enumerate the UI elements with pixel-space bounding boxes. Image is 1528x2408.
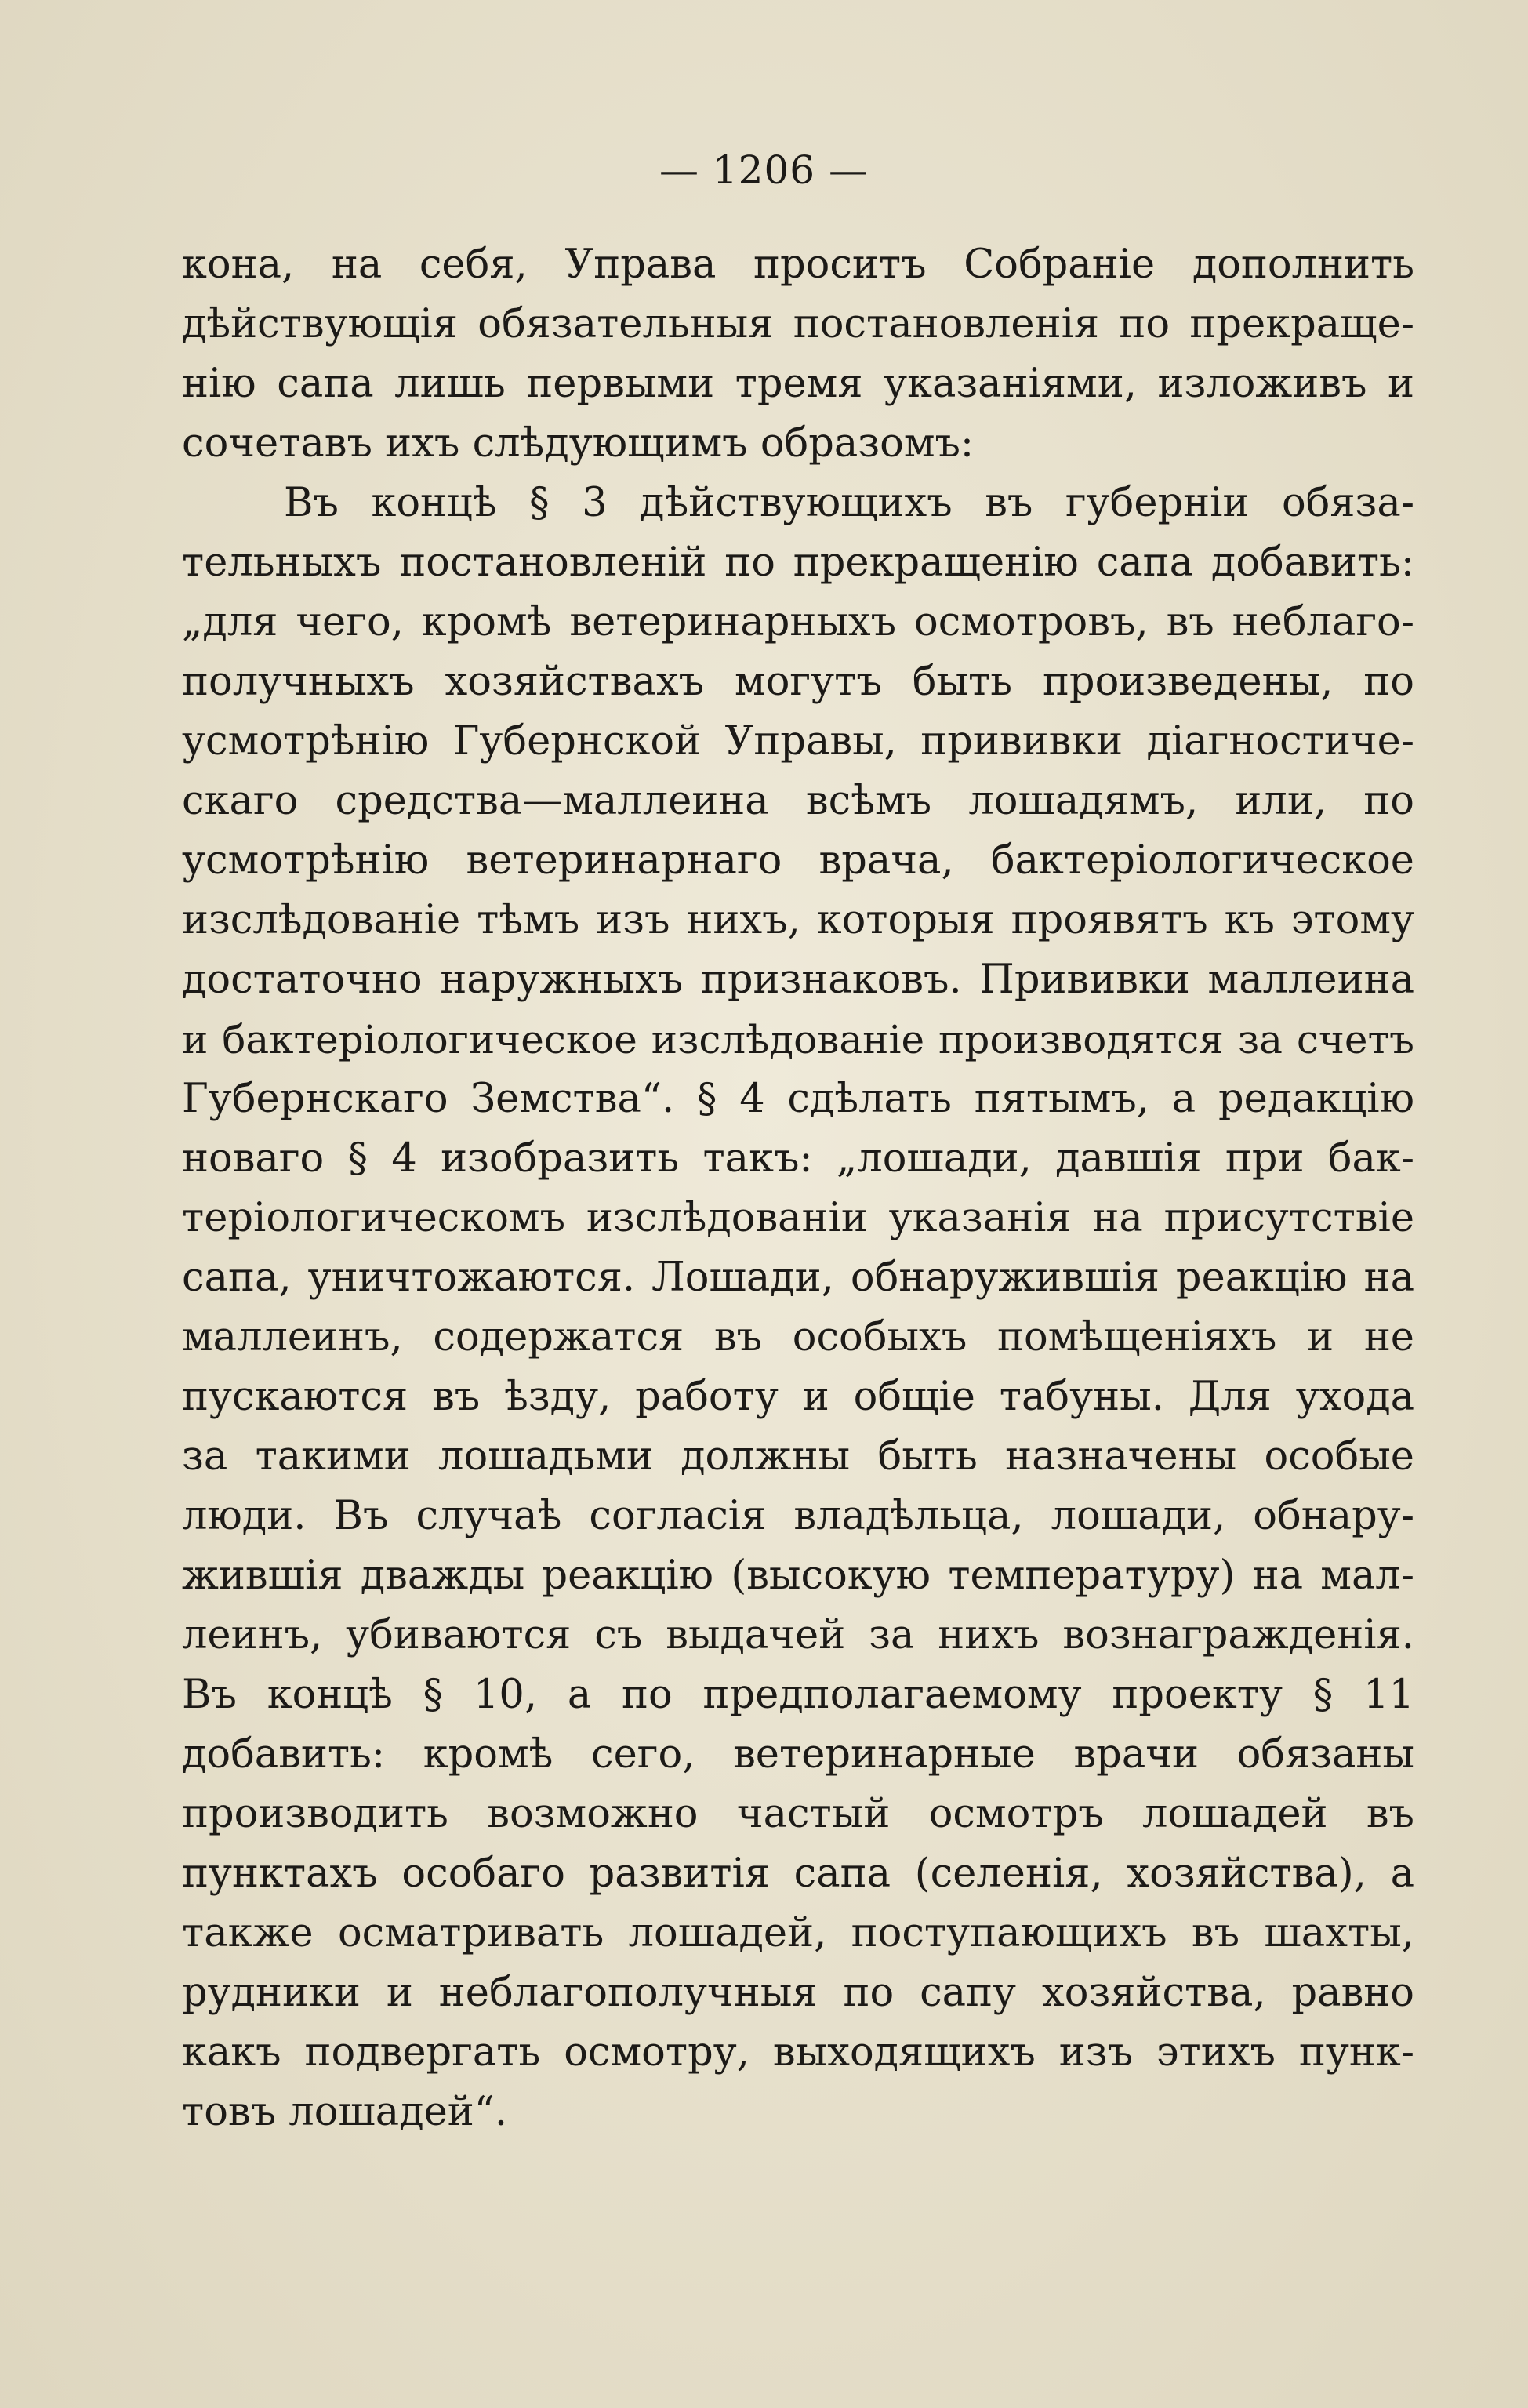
text-line: новаго § 4 изобразить такъ: „лошади, давшія при бак-: [182, 1135, 1414, 1182]
text-line: скаго средства—маллеина всѣмъ лошадямъ, или, по: [182, 778, 1414, 824]
text-line: Губернскаго Земства“. § 4 сдѣлать пятымъ, а редакцію: [182, 1076, 1414, 1122]
text-line: получныхъ хозяйствахъ могутъ быть произведены, по: [182, 659, 1414, 705]
text-line: и бактеріологическое изслѣдованіе производятся за счетъ: [182, 1017, 1414, 1062]
text-line: „для чего, кромѣ ветеринарныхъ осмотровъ, въ неблаго-: [182, 599, 1414, 645]
text-line: усмотрѣнію Губернской Управы, прививки діагностиче-: [182, 718, 1414, 765]
text-line: пунктахъ особаго развитія сапа (селенія, хозяйства), а: [182, 1850, 1414, 1897]
text-line: дѣйствующія обязательныя постановленія по прекраще-: [182, 301, 1414, 347]
text-line: добавить: кромѣ сего, ветеринарные врачи обязаны: [182, 1731, 1414, 1778]
text-line: рудники и неблагополучныя по сапу хозяйства, равно: [182, 1970, 1414, 2016]
body-text: [182, 235, 1414, 2142]
text-line: какъ подвергать осмотру, выходящихъ изъ этихъ пунк-: [182, 2029, 1414, 2076]
text-line: пускаются въ ѣзду, работу и общіе табуны. Для ухода: [182, 1374, 1414, 1420]
text-line: также осматривать лошадей, поступающихъ въ шахты,: [182, 1910, 1414, 1956]
text-line: сочетавъ ихъ слѣдующимъ образомъ:: [182, 420, 975, 467]
text-line: маллеинъ, содержатся въ особыхъ помѣщеніяхъ и не: [182, 1314, 1414, 1360]
text-line: Въ концѣ § 3 дѣйствующихъ въ губерніи обяза-: [284, 480, 1414, 526]
text-line: тельныхъ постановленій по прекращенію сапа добавить:: [182, 539, 1414, 586]
text-line: сапа, уничтожаются. Лошади, обнаружившія реакцію на: [182, 1255, 1414, 1301]
text-line: усмотрѣнію ветеринарнаго врача, бактеріологическое: [182, 837, 1414, 884]
text-line: товъ лошадей“.: [182, 2089, 508, 2135]
text-line: жившія дважды реакцію (высокую температуру) на мал-: [182, 1553, 1414, 1599]
text-line: леинъ, убиваются съ выдачей за нихъ вознагражденія.: [182, 1612, 1414, 1658]
text-line: за такими лошадьми должны быть назначены особые: [182, 1433, 1414, 1480]
text-line: производить возможно частый осмотръ лошадей въ: [182, 1791, 1414, 1837]
page-number: — 1206 —: [659, 147, 869, 193]
text-line: Въ концѣ § 10, а по предполагаемому проекту § 11: [182, 1672, 1414, 1718]
text-line: теріологическомъ изслѣдованіи указанія на присутствіе: [182, 1195, 1414, 1241]
text-line: изслѣдованіе тѣмъ изъ нихъ, которыя проявятъ къ этому: [182, 897, 1414, 943]
text-line: достаточно наружныхъ признаковъ. Прививки маллеина: [182, 957, 1414, 1003]
text-line: нію сапа лишь первыми тремя указаніями, изложивъ и: [182, 361, 1414, 407]
text-line: кона, на себя, Управа проситъ Собраніе дополнить: [182, 242, 1414, 288]
text-line: люди. Въ случаѣ согласія владѣльца, лошади, обнару-: [182, 1493, 1414, 1539]
